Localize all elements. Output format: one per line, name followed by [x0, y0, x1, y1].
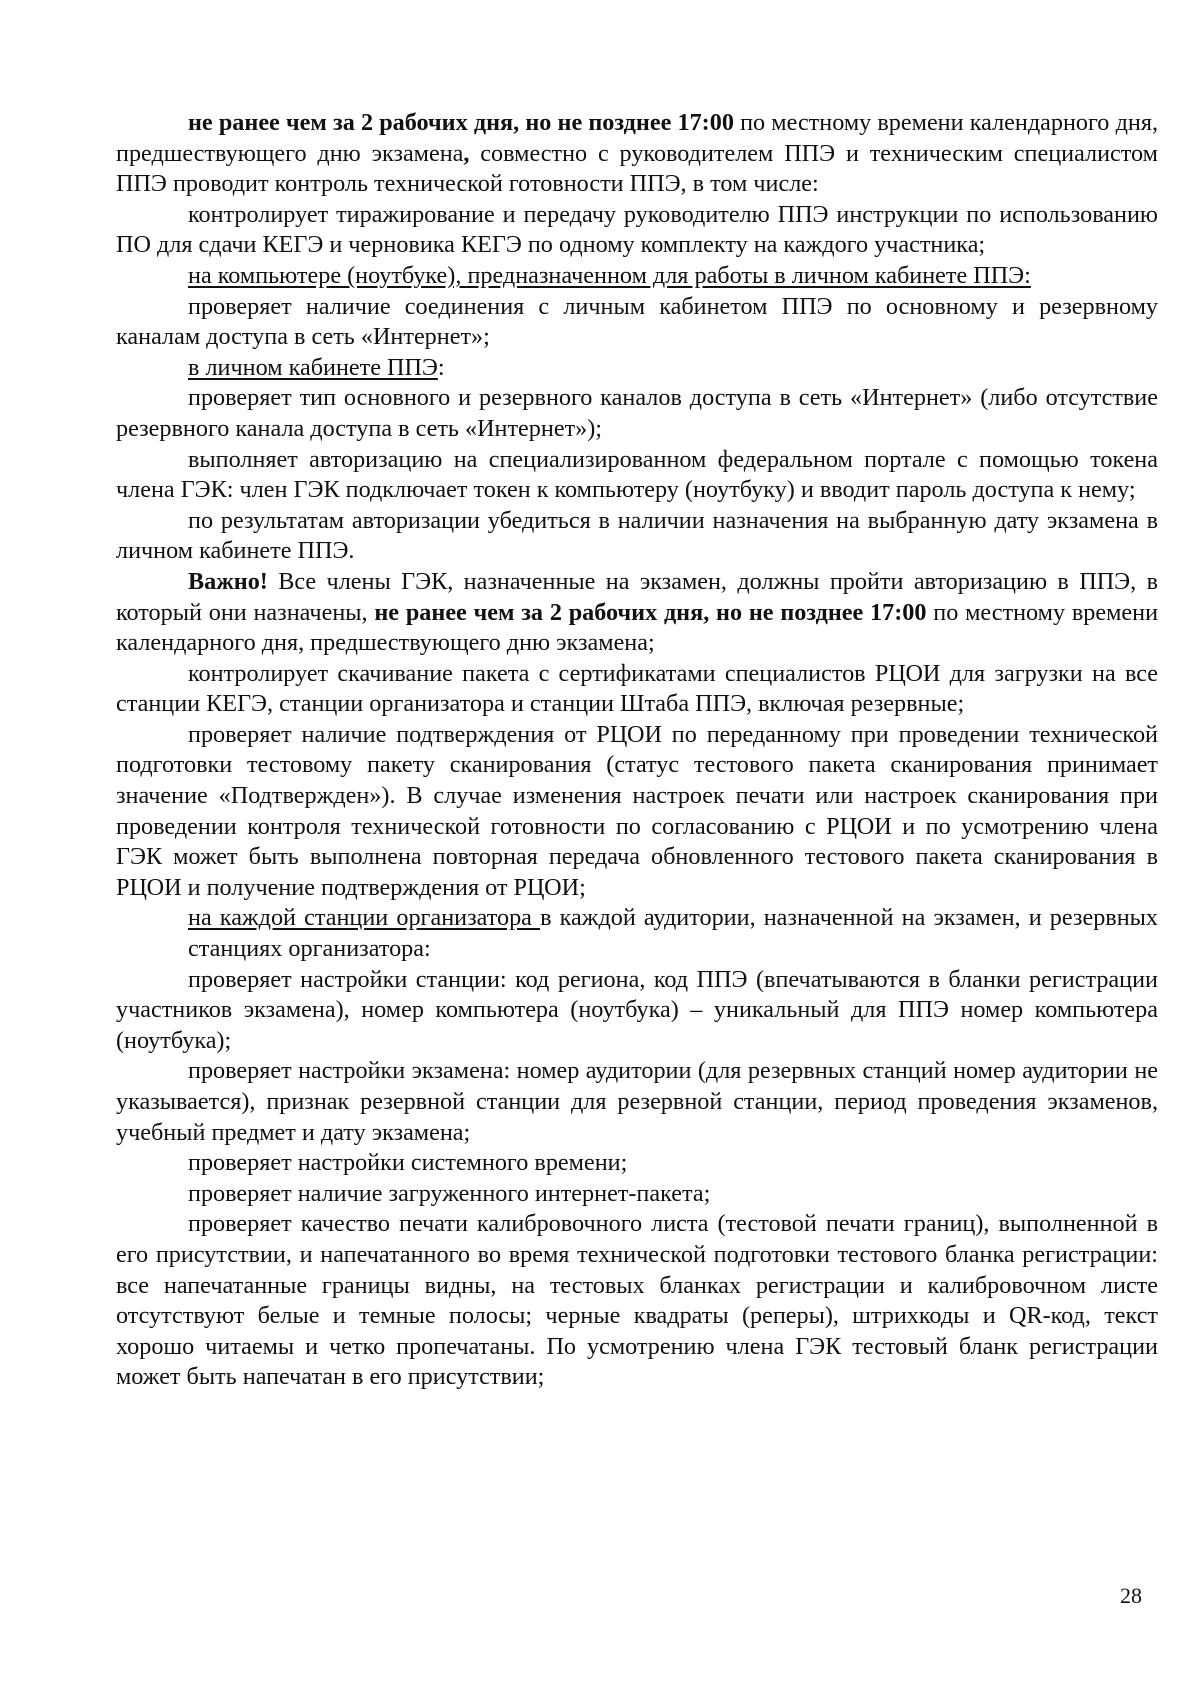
paragraph-print-quality: проверяет качество печати калибровочного листа (тестовой печати границ), выполненной в его присутствии, и напечатанного во время технической подготовки тестового бланка регистрации: все напечатанные границы видны, на тестовых бланках регистрации и калибровочном листе отсутствуют белые и темные полосы; черные квадраты (реперы), штрихкоды и QR-код, текст хорошо читаемы и четко пропечатаны. По усмотрению члена ГЭК тестовый бланк регистрации может быть напечатан в его присутствии; — [116, 1210, 1158, 1391]
paragraph-exam-settings: проверяет настройки экзамена: номер аудитории (для резервных станций номер аудитории не указывается), признак резервной станции для резервной станции, период проведения экзаменов, учебный предмет и дату экзамена; — [116, 1057, 1158, 1146]
paragraph-deadline: не ранее чем за 2 рабочих дня, но не позднее 17:00 по местному времени календарного дня, предшествующего дню экзамена, совместно с руководителем ППЭ и техническим специалистом ППЭ проводит контроль технической готовности ППЭ, в том числе: — [116, 109, 1158, 198]
document-body — [116, 108, 1158, 1393]
important-label: Важно! — [188, 567, 268, 595]
subheading-organizer-station: на каждой станции организатора в каждой аудитории, назначенной на экзамен, и резервных станциях организатора: — [188, 904, 1159, 963]
subheading-computer: на компьютере (ноутбуке), предназначенном для работы в личном кабинете ППЭ: — [188, 261, 1031, 289]
subheading-cabinet: в личном кабинете ППЭ: — [188, 353, 445, 381]
paragraph-instructions: контролирует тиражирование и передачу руководителю ППЭ инструкции по использованию ПО для сдачи КЕГЭ и черновика КЕГЭ по одному комплекту на каждого участника; — [116, 200, 1158, 259]
paragraph-system-time: проверяет настройки системного времени; — [188, 1149, 628, 1177]
paragraph-certificates: контролирует скачивание пакета с сертификатами специалистов РЦОИ для загрузки на все станции КЕГЭ, станции организатора и станции Штаба ППЭ, включая резервные; — [116, 659, 1158, 718]
paragraph-internet-package: проверяет наличие загруженного интернет-пакета; — [188, 1179, 711, 1207]
paragraph-confirmation: проверяет наличие подтверждения от РЦОИ по переданному при проведении технической подготовки тестовому пакету сканирования (статус тестового пакета сканирования принимает значение «Подтвержден»). В случае изменения настроек печати или настроек сканирования при проведении контроля технической готовности по согласованию с РЦОИ и по усмотрению члена ГЭК может быть выполнена повторная передача обновленного тестового пакета сканирования в РЦОИ и получение подтверждения от РЦОИ; — [116, 720, 1158, 901]
paragraph-station-settings: проверяет настройки станции: код региона, код ППЭ (впечатываются в бланки регистрации участников экзамена), номер компьютера (ноутбука) – уникальный для ППЭ номер компьютера (ноутбука); — [116, 965, 1158, 1054]
paragraph-authorization: выполняет авторизацию на специализированном федеральном портале с помощью токена члена ГЭК: член ГЭК подключает токен к компьютеру (ноутбуку) и вводит пароль доступа к нему; — [116, 445, 1158, 504]
paragraph-channels: проверяет тип основного и резервного каналов доступа в сеть «Интернет» (либо отсутствие резервного канала доступа в сеть «Интернет»); — [116, 384, 1158, 442]
page-number: 28 — [1120, 1583, 1142, 1608]
paragraph-assignment: по результатам авторизации убедиться в наличии назначения на выбранную дату экзамена в личном кабинете ППЭ. — [116, 506, 1158, 565]
deadline-bold: не ранее чем за 2 рабочих дня, но не позднее 17:00 — [188, 109, 734, 136]
paragraph-connection: проверяет наличие соединения с личным кабинетом ППЭ по основному и резервному каналам доступа в сеть «Интернет»; — [116, 292, 1158, 351]
paragraph-important: Важно! Все члены ГЭК, назначенные на экзамен, должны пройти авторизацию в ППЭ, в который они назначены, не ранее чем за 2 рабочих дня, но не позднее 17:00 по местному времени календарного дня, предшествующего дню экзамена; — [116, 567, 1159, 657]
